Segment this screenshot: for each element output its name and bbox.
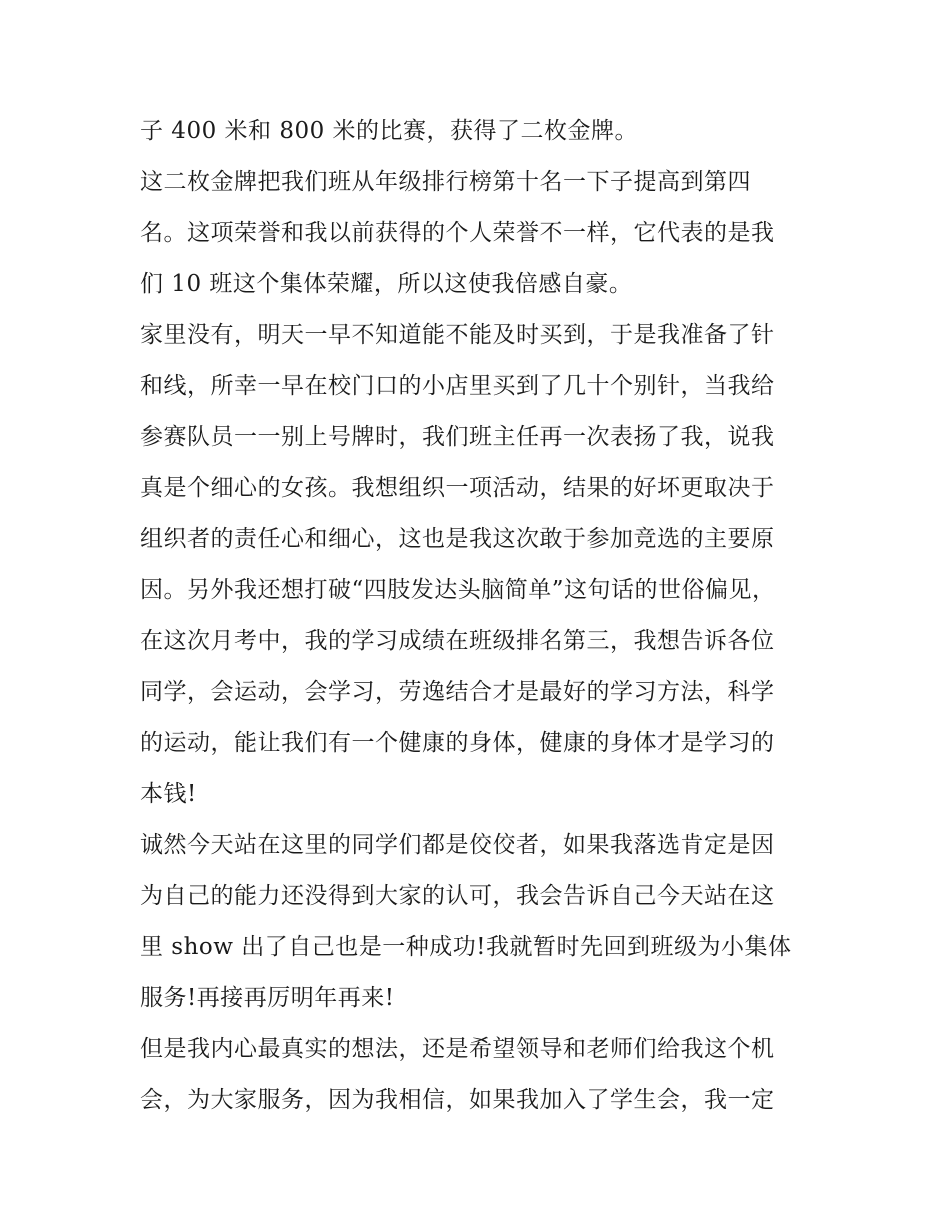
text-line-4: 们 10 班这个集体荣耀，所以这使我倍感自豪。: [140, 271, 633, 297]
text-line-11: 在这次月考中，我的学习成绩在班级排名第三，我想告诉各位: [140, 628, 775, 654]
document-body: [140, 106, 820, 1126]
text-line-16: 为自己的能力还没得到大家的认可，我会告诉自己今天站在这: [140, 883, 775, 909]
text-line-2: 这二枚金牌把我们班从年级排行榜第十名一下子提高到第四: [140, 169, 751, 195]
text-line-14: 本钱!: [140, 781, 197, 807]
text-line-5: 家里没有，明天一早不知道能不能及时买到，于是我准备了针: [140, 322, 775, 348]
text-line-9: 组织者的责任心和细心，这也是我这次敢于参加竞选的主要原: [140, 526, 775, 552]
text-line-12: 同学，会运动，会学习，劳逸结合才是最好的学习方法，科学: [140, 679, 775, 705]
text-line-20: 会，为大家服务，因为我相信，如果我加入了学生会，我一定: [140, 1087, 775, 1113]
text-line-6: 和线，所幸一早在校门口的小店里买到了几十个别针，当我给: [140, 373, 775, 399]
text-line-8: 真是个细心的女孩。我想组织一项活动，结果的好坏更取决于: [140, 475, 775, 501]
text-line-19: 但是我内心最真实的想法，还是希望领导和老师们给我这个机: [140, 1036, 775, 1062]
text-line-1: 子 400 米和 800 米的比赛，获得了二枚金牌。: [140, 118, 639, 144]
text-line-17: 里 show 出了自己也是一种成功!我就暂时先回到班级为小集体: [140, 934, 792, 960]
text-line-13: 的运动，能让我们有一个健康的身体，健康的身体才是学习的: [140, 730, 775, 756]
text-line-10: 因。另外我还想打破“四肢发达头脑简单”这句话的世俗偏见，: [140, 577, 776, 603]
text-line-18: 服务!再接再厉明年再来!: [140, 985, 395, 1011]
text-line-7: 参赛队员一一别上号牌时，我们班主任再一次表扬了我，说我: [140, 424, 775, 450]
text-line-3: 名。这项荣誉和我以前获得的个人荣誉不一样，它代表的是我: [140, 220, 775, 246]
text-line-15: 诚然今天站在这里的同学们都是佼佼者，如果我落选肯定是因: [140, 832, 775, 858]
